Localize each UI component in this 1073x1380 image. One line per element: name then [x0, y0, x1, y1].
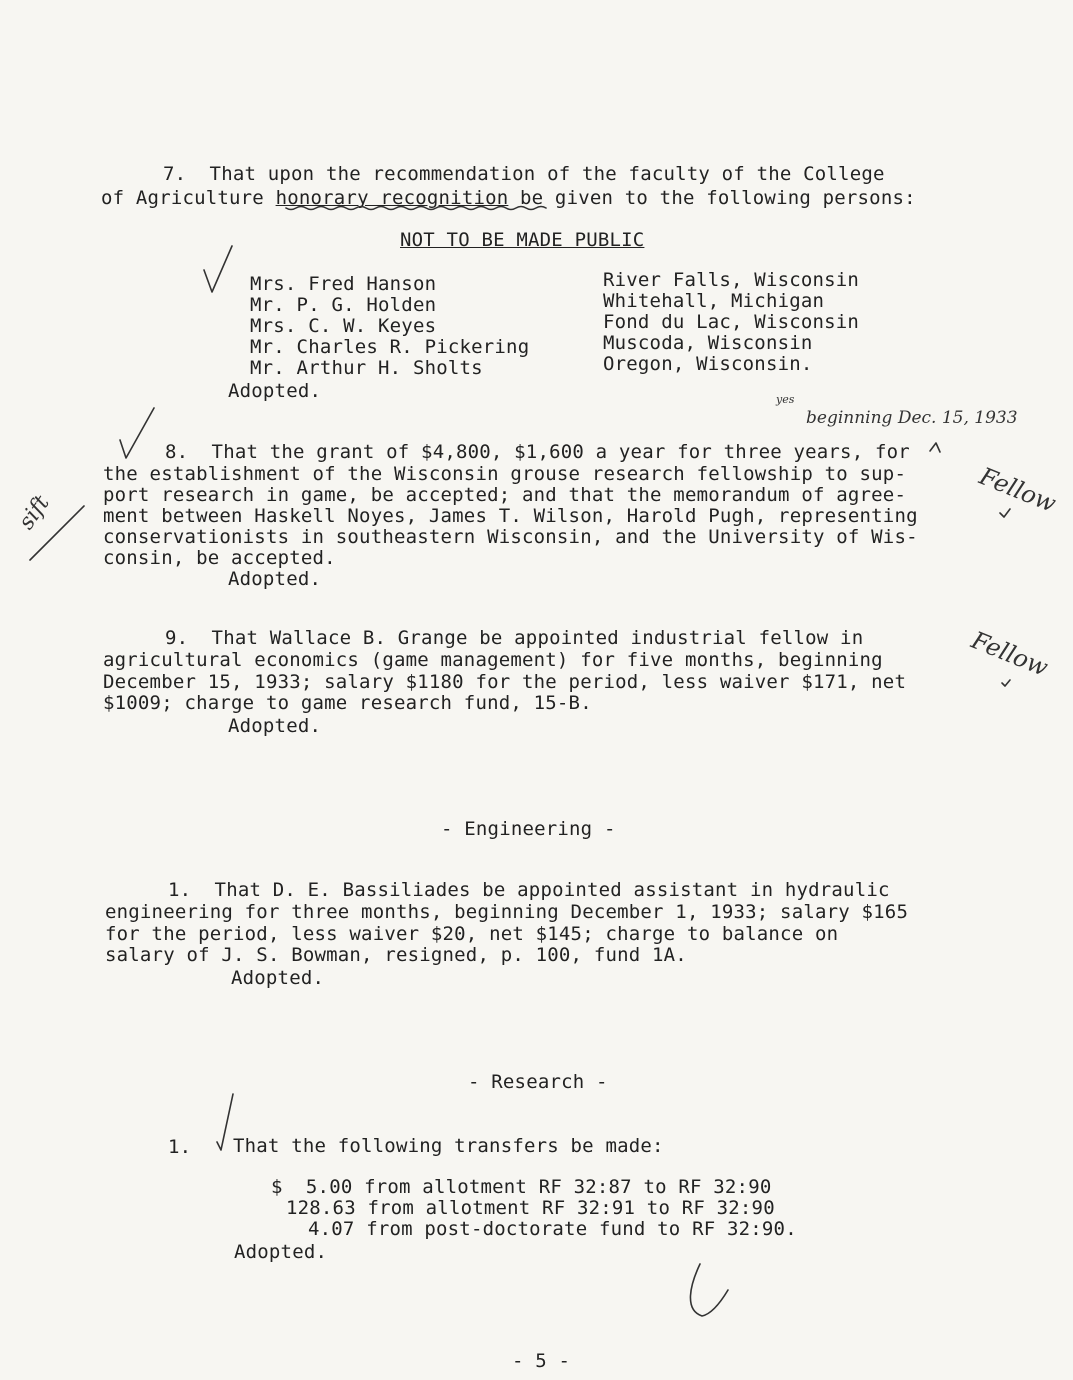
- handwritten-fellow-note: Fellow: [975, 462, 1061, 518]
- item9-line-3: December 15, 1933; salary $1180 for the period, less waiver $171, net: [103, 671, 907, 693]
- item9-adopted: Adopted.: [228, 715, 322, 737]
- honorary-recognition-phrase: honorary recognition: [275, 187, 509, 209]
- item8-adopted: Adopted.: [228, 568, 322, 590]
- margin-slash-mark: [30, 506, 84, 560]
- transfer-line: 128.63 from allotment RF 32:91 to RF 32:90: [286, 1197, 775, 1219]
- check-mark-icon: [690, 1264, 728, 1316]
- engineering-line-2: engineering for three months, beginning December 1, 1933; salary $165: [105, 901, 909, 923]
- person-name: Mr. P. G. Holden: [250, 294, 437, 316]
- handwritten-beginning-note: beginning Dec. 15, 1933: [806, 408, 1018, 428]
- handwritten-fellow-note: Fellow: [967, 626, 1053, 682]
- not-public-heading: NOT TO BE MADE PUBLIC: [400, 229, 645, 251]
- engineering-adopted: Adopted.: [231, 967, 325, 989]
- handwritten-yes: yes: [776, 393, 795, 406]
- item8-line-2: the establishment of the Wisconsin grouse research fellowship to sup-: [103, 463, 907, 485]
- engineering-line-4: salary of J. S. Bowman, resigned, p. 100, fund 1A.: [105, 944, 687, 966]
- page-number: - 5 -: [512, 1350, 571, 1372]
- person-place: Fond du Lac, Wisconsin: [603, 311, 860, 333]
- caret-mark-icon: [930, 443, 940, 452]
- caret-mark-icon: [1002, 680, 1010, 686]
- engineering-heading: - Engineering -: [441, 818, 616, 840]
- research-intro: That the following transfers be made:: [233, 1135, 664, 1157]
- transfer-line: 4.07 from post-doctorate fund to RF 32:90.: [308, 1218, 797, 1240]
- item9-line-1: 9. That Wallace B. Grange be appointed industrial fellow in: [165, 627, 864, 649]
- caret-mark-icon: [1000, 509, 1010, 517]
- engineering-line-1: 1. That D. E. Bassiliades be appointed assistant in hydraulic: [168, 879, 890, 901]
- item8-line-3: port research in game, be accepted; and that the memorandum of agree-: [103, 484, 907, 506]
- item8-line-6: consin, be accepted.: [103, 547, 336, 569]
- person-place: River Falls, Wisconsin: [603, 269, 860, 291]
- engineering-line-3: for the period, less waiver $20, net $145; charge to balance on: [105, 923, 839, 945]
- check-mark-icon: [217, 1094, 233, 1150]
- item8-line-1: 8. That the grant of $4,800, $1,600 a year for three years, for: [165, 441, 910, 463]
- person-name: Mrs. C. W. Keyes: [250, 315, 437, 337]
- check-mark-icon: [120, 408, 154, 458]
- research-item-number: 1.: [168, 1136, 192, 1158]
- item7-line-2-prefix: of Agriculture: [101, 187, 276, 209]
- person-name: Mr. Charles R. Pickering: [250, 336, 530, 358]
- item7-line-2-suffix: be given to the following persons:: [508, 187, 916, 209]
- item7-adopted: Adopted.: [228, 380, 322, 402]
- wavy-underline-icon: [286, 207, 546, 210]
- check-mark-icon: [204, 246, 232, 292]
- item7-line-1: 7. That upon the recommendation of the faculty of the College: [163, 163, 885, 185]
- item9-line-4: $1009; charge to game research fund, 15-B.: [103, 692, 592, 714]
- person-place: Oregon, Wisconsin.: [603, 353, 813, 375]
- transfer-line: $ 5.00 from allotment RF 32:87 to RF 32:90: [271, 1176, 772, 1198]
- item8-line-4: ment between Haskell Noyes, James T. Wilson, Harold Pugh, representing: [103, 505, 918, 527]
- research-adopted: Adopted.: [234, 1241, 328, 1263]
- person-name: Mr. Arthur H. Sholts: [250, 357, 483, 379]
- person-place: Whitehall, Michigan: [603, 290, 825, 312]
- research-heading: - Research -: [468, 1071, 608, 1093]
- item9-line-2: agricultural economics (game management) for five months, beginning: [103, 649, 883, 671]
- handwritten-margin-note: sift: [14, 491, 55, 535]
- person-name: Mrs. Fred Hanson: [250, 273, 437, 295]
- item8-line-5: conservationists in southeastern Wisconsin, and the University of Wis-: [103, 526, 918, 548]
- person-place: Muscoda, Wisconsin: [603, 332, 813, 354]
